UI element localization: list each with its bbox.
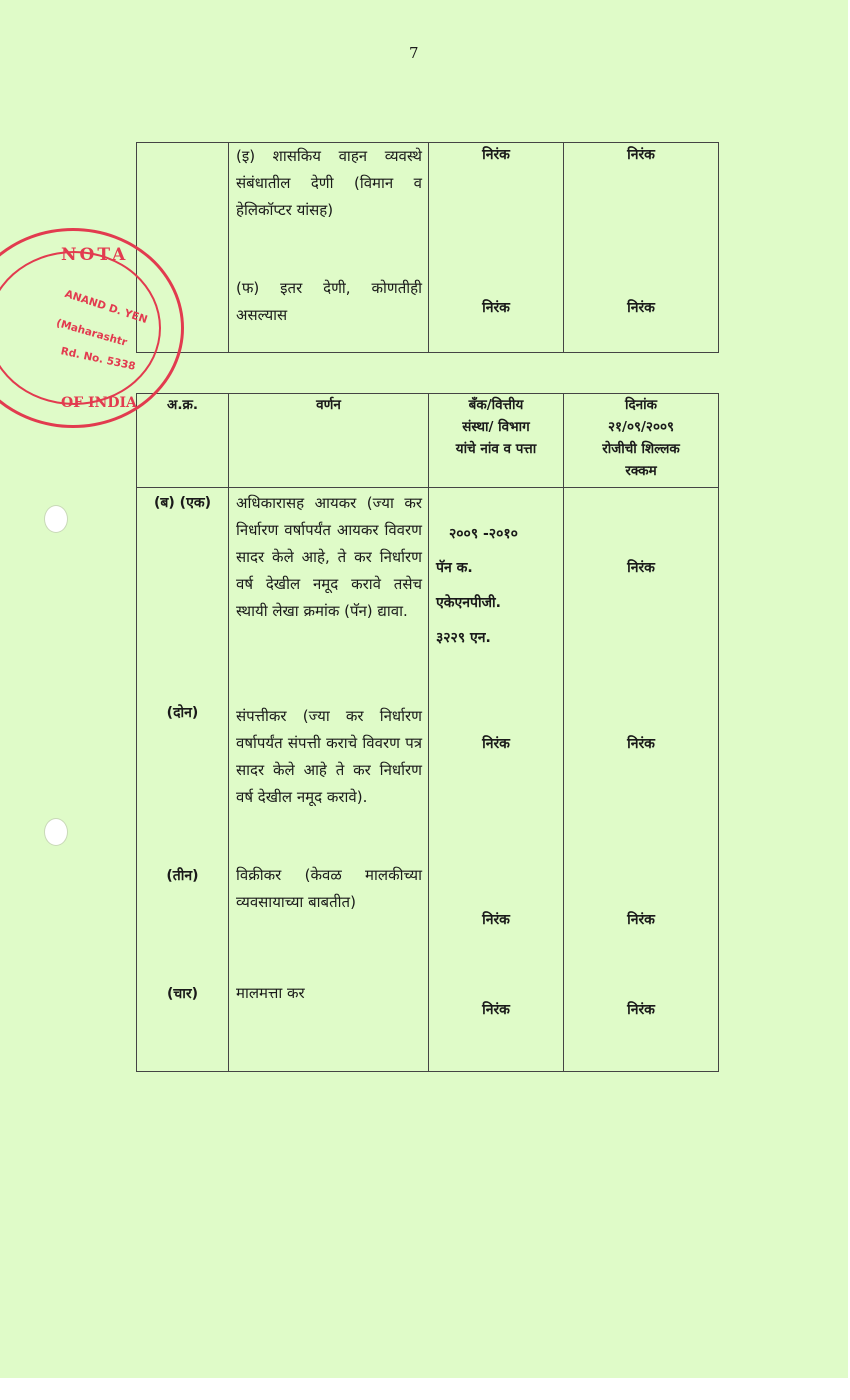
value-nil: निरंक bbox=[482, 300, 510, 316]
punch-hole bbox=[44, 818, 68, 846]
desc-cell bbox=[229, 143, 429, 353]
header-balance-line: रोजीची शिल्लक bbox=[602, 441, 680, 457]
sr-3: (तीन) bbox=[166, 868, 199, 884]
balance-cell bbox=[564, 488, 719, 1072]
header-balance-line: २१/०९/२००९ bbox=[607, 419, 675, 435]
header-bank bbox=[429, 394, 564, 488]
value-nil: निरंक bbox=[627, 300, 655, 316]
header-balance bbox=[564, 394, 719, 488]
header-desc-label: वर्णन bbox=[316, 397, 341, 413]
desc-f: (फ) इतर देणी, कोणतीही असल्यास bbox=[236, 279, 422, 324]
value-nil: निरंक bbox=[627, 912, 655, 928]
sr-1: (ब) (एक) bbox=[154, 495, 211, 511]
desc-cell bbox=[229, 488, 429, 1072]
sr-2: (दोन) bbox=[166, 705, 199, 721]
pan-label: पॅन क. bbox=[436, 560, 473, 576]
stamp-text: (Maharashtr bbox=[54, 317, 129, 349]
value-nil: निरंक bbox=[482, 736, 510, 752]
tax-dues-table bbox=[136, 393, 719, 1072]
assessment-year: २००९ -२०१० bbox=[449, 526, 518, 542]
value-nil: निरंक bbox=[482, 912, 510, 928]
balance-cell bbox=[564, 143, 719, 353]
header-row bbox=[137, 394, 719, 488]
header-bank-line: बँक/वित्तीय bbox=[468, 397, 524, 413]
header-sr-label: अ.क्र. bbox=[167, 397, 198, 413]
bank-cell bbox=[429, 488, 564, 1072]
header-bank-line: संस्था/ विभाग bbox=[462, 419, 530, 435]
sr-4: (चार) bbox=[166, 986, 199, 1002]
pan-part1: एकेएनपीजी. bbox=[436, 595, 501, 611]
header-bank-line: यांचे नांव व पत्ता bbox=[455, 441, 537, 457]
value-nil: निरंक bbox=[482, 1002, 510, 1018]
page-number: 7 bbox=[409, 44, 419, 62]
table-row bbox=[137, 488, 719, 1072]
value-nil: निरंक bbox=[482, 147, 510, 163]
stamp-text: OF INDIA bbox=[61, 395, 137, 411]
liabilities-table-continued bbox=[136, 142, 719, 353]
stamp-text: NOTA bbox=[61, 245, 129, 265]
header-balance-line: रक्कम bbox=[625, 463, 657, 479]
pan-part2: ३२२९ एन. bbox=[436, 630, 491, 646]
sr-cell bbox=[137, 488, 229, 1072]
stamp-text: ANAND D. YEN bbox=[63, 287, 149, 327]
desc-sales-tax: विक्रीकर (केवळ मालकीच्या व्यवसायाच्या बाबतीत) bbox=[236, 866, 422, 911]
header-balance-line: दिनांक bbox=[624, 397, 658, 413]
desc-income-tax: अधिकारासह आयकर (ज्या कर निर्धारण वर्षापर्यंत आयकर विवरण सादर केले आहे, ते कर निर्धारण वर्ष देखील नमूद करावे तसेच स्थायी लेखा क्रमांक (पॅन) द्यावा. bbox=[236, 494, 422, 620]
value-nil: निरंक bbox=[627, 560, 655, 576]
stamp-text: Rd. No. 5338 bbox=[59, 345, 137, 373]
desc-wealth-tax: संपत्तीकर (ज्या कर निर्धारण वर्षापर्यंत संपत्ती कराचे विवरण पत्र सादर केले आहे ते कर निर्धारण वर्ष देखील नमूद करावे). bbox=[236, 707, 422, 806]
header-desc bbox=[229, 394, 429, 488]
desc-e: (इ) शासकिय वाहन व्यवस्थे संबंधातील देणी (विमान व हेलिकॉप्टर यांसह) bbox=[236, 147, 422, 219]
value-nil: निरंक bbox=[627, 147, 655, 163]
header-sr bbox=[137, 394, 229, 488]
value-nil: निरंक bbox=[627, 736, 655, 752]
bank-cell bbox=[429, 143, 564, 353]
value-nil: निरंक bbox=[627, 1002, 655, 1018]
punch-hole bbox=[44, 505, 68, 533]
desc-property-tax: मालमत्ता कर bbox=[236, 984, 305, 1002]
